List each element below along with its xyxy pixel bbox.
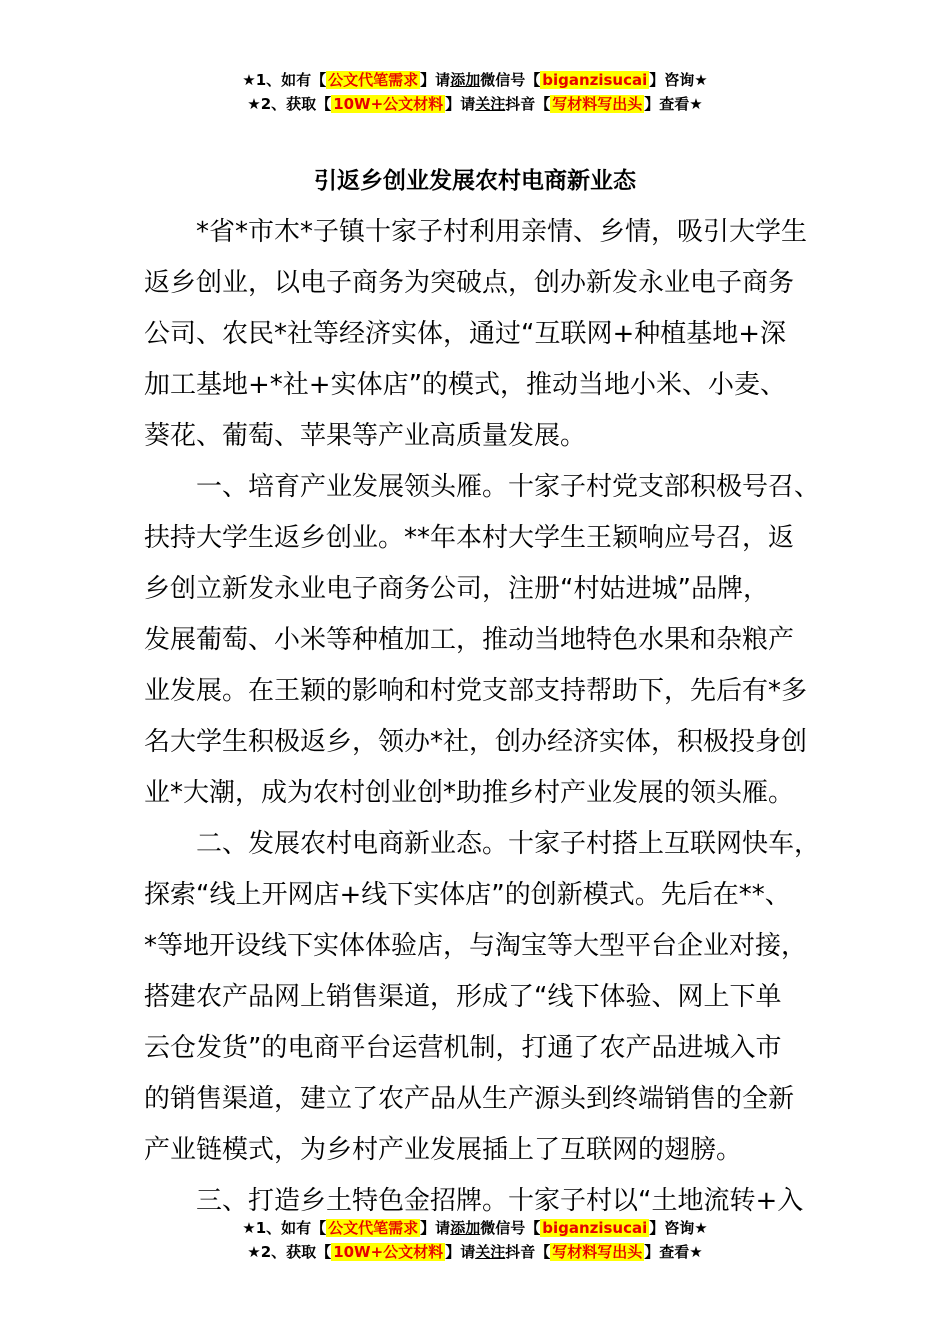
text-line: 名大学生积极返乡，领办*社，创办经济实体，积极投身创: [144, 727, 808, 757]
promo-text: ★1、如有【: [242, 71, 327, 89]
promo-highlight: 10W+公文材料: [333, 1243, 444, 1261]
text-line: 扶持大学生返乡创业。**年本村大学生王颖响应号召，返: [144, 523, 795, 553]
promo-highlight: biganzisucai: [542, 71, 648, 89]
paragraph-section-2: [144, 819, 821, 1176]
promo-underline: 关注: [475, 95, 506, 113]
promo-line-2: [0, 1240, 950, 1264]
text-line: 业发展。在王颖的影响和村党支部支持帮助下，先后有*多: [144, 676, 808, 706]
text-line: 加工基地+*社+实体店”的模式，推动当地小米、小麦、: [144, 370, 787, 400]
promo-text: ★2、获取【: [247, 1243, 332, 1261]
promo-text: 微信号【: [480, 71, 541, 89]
document-body: [144, 207, 821, 1227]
promo-text: 微信号【: [480, 1219, 541, 1237]
paragraph-section-1: [144, 462, 821, 819]
promo-text: 】咨询★: [649, 71, 708, 89]
promo-footer: [0, 1216, 950, 1264]
promo-text: 】查看★: [644, 95, 703, 113]
text-line: 公司、农民*社等经济实体，通过“互联网+种植基地+深: [144, 319, 787, 349]
promo-underline: 关注: [475, 1243, 506, 1261]
text-line: 返乡创业，以电子商务为突破点，创办新发永业电子商务: [144, 268, 795, 298]
text-line: 业*大潮，成为农村创业创*助推乡村产业发展的领头雁。: [144, 778, 795, 808]
promo-highlight: 10W+公文材料: [333, 95, 444, 113]
promo-text: 】查看★: [644, 1243, 703, 1261]
text-line: 乡创立新发永业电子商务公司，注册“村姑进城”品牌，: [144, 574, 769, 604]
promo-highlight: biganzisucai: [542, 1219, 648, 1237]
promo-underline: 添加: [450, 1219, 481, 1237]
text-line: 葵花、葡萄、苹果等产业高质量发展。: [144, 421, 587, 451]
promo-text: 】请: [445, 1243, 476, 1261]
text-line: *等地开设线下实体体验店，与淘宝等大型平台企业对接，: [144, 931, 808, 961]
promo-highlight: 公文代笔需求: [328, 1219, 419, 1237]
promo-text: 】请: [420, 1219, 451, 1237]
promo-header: [0, 68, 950, 116]
text-line: 三、打造乡土特色金招牌。十家子村以“土地流转+入: [144, 1186, 804, 1216]
text-line: 搭建农产品网上销售渠道，形成了“线下体验、网上下单: [144, 982, 782, 1012]
promo-text: 】请: [420, 71, 451, 89]
promo-line-1: [0, 1216, 950, 1240]
promo-line-1: [0, 68, 950, 92]
text-line: 发展葡萄、小米等种植加工，推动当地特色水果和杂粮产: [144, 625, 795, 655]
promo-highlight: 写材料写出头: [552, 1243, 643, 1261]
text-line: 的销售渠道，建立了农产品从生产源头到终端销售的全新: [144, 1084, 795, 1114]
text-line: 二、发展农村电商新业态。十家子村搭上互联网快车，: [144, 829, 821, 859]
promo-line-2: [0, 92, 950, 116]
promo-text: 抖音【: [505, 95, 551, 113]
promo-underline: 添加: [450, 71, 481, 89]
promo-text: 】请: [445, 95, 476, 113]
text-line: 产业链模式，为乡村产业发展插上了互联网的翅膀。: [144, 1135, 743, 1165]
text-line: *省*市木*子镇十家子村利用亲情、乡情，吸引大学生: [144, 217, 808, 247]
promo-text: 抖音【: [505, 1243, 551, 1261]
promo-text: ★2、获取【: [247, 95, 332, 113]
text-line: 一、培育产业发展领头雁。十家子村党支部积极号召、: [144, 472, 821, 502]
text-line: 云仓发货”的电商平台运营机制，打通了农产品进城入市: [144, 1033, 782, 1063]
promo-highlight: 公文代笔需求: [328, 71, 419, 89]
promo-text: 】咨询★: [649, 1219, 708, 1237]
text-line: 探索“线上开网店+线下实体店”的创新模式。先后在**、: [144, 880, 791, 910]
promo-highlight: 写材料写出头: [552, 95, 643, 113]
paragraph-intro: [144, 207, 812, 462]
document-title: 引返乡创业发展农村电商新业态: [314, 168, 636, 194]
promo-text: ★1、如有【: [242, 1219, 327, 1237]
